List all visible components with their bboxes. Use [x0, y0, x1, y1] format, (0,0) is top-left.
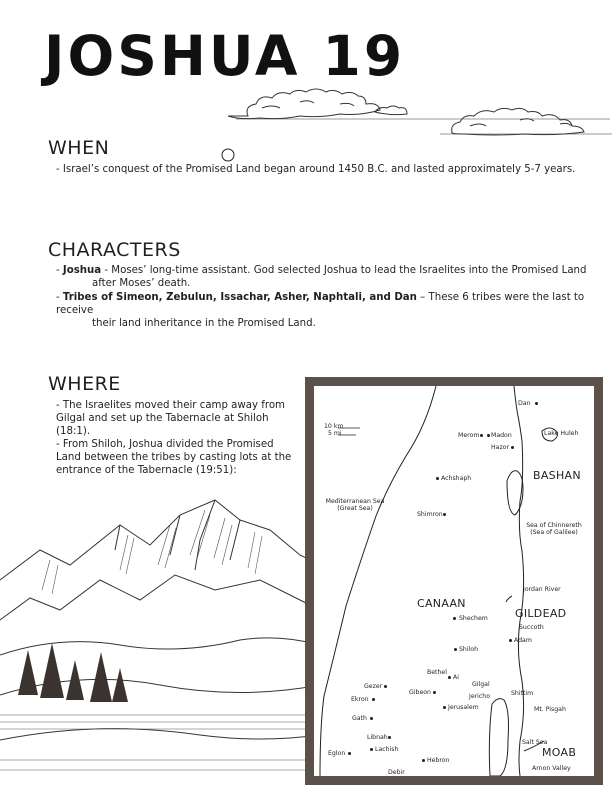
region-moab: MOAB: [542, 746, 577, 759]
place-shimron: Shimron: [417, 511, 443, 518]
character-description: – These 6 tribes were the last to receive: [56, 292, 585, 316]
place-dot: [433, 691, 436, 694]
place-dot: [509, 639, 512, 642]
place-dot: [370, 748, 373, 751]
place-dot: [443, 706, 446, 709]
place-dot: [372, 698, 375, 701]
place-bethel: Bethel: [427, 669, 447, 676]
place-gibeon: Gibeon: [409, 689, 431, 696]
place-debir: Debir: [388, 769, 405, 776]
when-heading: WHEN: [48, 137, 110, 159]
place-shechem: Shechem: [459, 615, 488, 622]
place-jericho: Jericho: [469, 693, 491, 700]
region-canaan: CANAAN: [417, 597, 466, 610]
character-dash: -: [56, 265, 63, 276]
label-jordan-river: Jordan River: [523, 586, 561, 593]
map-of-canaan: [305, 377, 603, 785]
character-description: - Moses’ long-time assistant. God selected Joshua to lead the Israelites into the Promised Land: [101, 265, 587, 276]
label-chinnereth-line2: (Sea of Galilee): [530, 529, 578, 536]
place-mt-pisgah: Mt. Pisgah: [534, 706, 566, 713]
place-dan: Dan: [518, 400, 531, 407]
place-merom: Merom: [458, 432, 480, 439]
character-description-cont: their land inheritance in the Promised Land.: [92, 318, 316, 329]
where-paragraph-2: - From Shiloh, Joshua divided the Promised Land between the tribes by casting lots at the entrance of the Tabernacle (19:51):: [56, 439, 292, 476]
label-chinnereth-line1: Sea of Chinnereth: [526, 522, 582, 529]
place-dot: [480, 434, 483, 437]
place-dot: [348, 752, 351, 755]
place-dot: [422, 759, 425, 762]
place-shittim: Shittim: [511, 690, 534, 697]
mountain-landscape-illustration: [0, 470, 320, 792]
place-dot: [454, 648, 457, 651]
label-sea-of-chinnereth: [522, 522, 586, 536]
place-eglon: Eglon: [328, 750, 346, 757]
place-ai: Ai: [453, 674, 459, 681]
place-madon: Madon: [491, 432, 512, 439]
character-name: Joshua: [62, 265, 102, 276]
place-dot: [370, 717, 373, 720]
place-hebron: Hebron: [427, 757, 450, 764]
place-gath: Gath: [352, 715, 367, 722]
region-bashan: BASHAN: [533, 469, 581, 482]
page-title: JOSHUA 19: [44, 24, 406, 88]
place-achshaph: Achshaph: [441, 475, 472, 482]
place-succoth: Succoth: [519, 624, 544, 631]
map-scale-km: 10 km: [324, 423, 344, 430]
characters-heading: CHARACTERS: [48, 239, 181, 261]
character-description-cont: after Moses’ death.: [92, 278, 191, 289]
label-mediterranean-line1: Mediterranean Sea: [325, 498, 385, 505]
place-lake-huleh: Lake Huleh: [544, 430, 579, 437]
place-jerusalem: Jerusalem: [448, 704, 479, 711]
place-gezer: Gezer: [364, 683, 383, 690]
place-dot: [436, 477, 439, 480]
map-scale-mi: 5 mi: [328, 430, 342, 437]
place-adam: Adam: [514, 637, 532, 644]
place-libnah: Libnah: [367, 734, 388, 741]
place-dot: [384, 685, 387, 688]
place-dot: [448, 676, 451, 679]
label-arnon-valley: Arnon Valley: [532, 765, 571, 772]
label-mediterranean-sea: [320, 498, 390, 512]
where-heading: WHERE: [48, 373, 121, 395]
label-salt-sea: Salt Sea: [522, 739, 548, 746]
place-lachish: Lachish: [375, 746, 399, 753]
place-hazor: Hazor: [491, 444, 510, 451]
character-dash: -: [56, 292, 63, 303]
region-gildead: GILDEAD: [515, 607, 567, 620]
label-mediterranean-line2: (Great Sea): [337, 505, 373, 512]
place-dot: [453, 617, 456, 620]
place-dot: [388, 736, 391, 739]
when-text: - Israel’s conquest of the Promised Land began around 1450 B.C. and lasted approximately 5-7 years.: [56, 164, 576, 175]
place-dot: [511, 446, 514, 449]
place-gilgal: Gilgal: [472, 681, 490, 688]
place-dot: [535, 402, 538, 405]
place-dot: [487, 434, 490, 437]
place-dot: [443, 513, 446, 516]
character-item-tribes: [56, 291, 612, 330]
where-paragraph-1: - The Israelites moved their camp away from Gilgal and set up the Tabernacle at Shiloh (18:1).: [56, 400, 285, 437]
character-item-joshua: [56, 264, 586, 290]
character-name: Tribes of Simeon, Zebulun, Issachar, Asher, Naphtali, and Dan: [62, 292, 417, 303]
place-ekron: Ekron: [351, 696, 369, 703]
place-shiloh: Shiloh: [459, 646, 478, 653]
